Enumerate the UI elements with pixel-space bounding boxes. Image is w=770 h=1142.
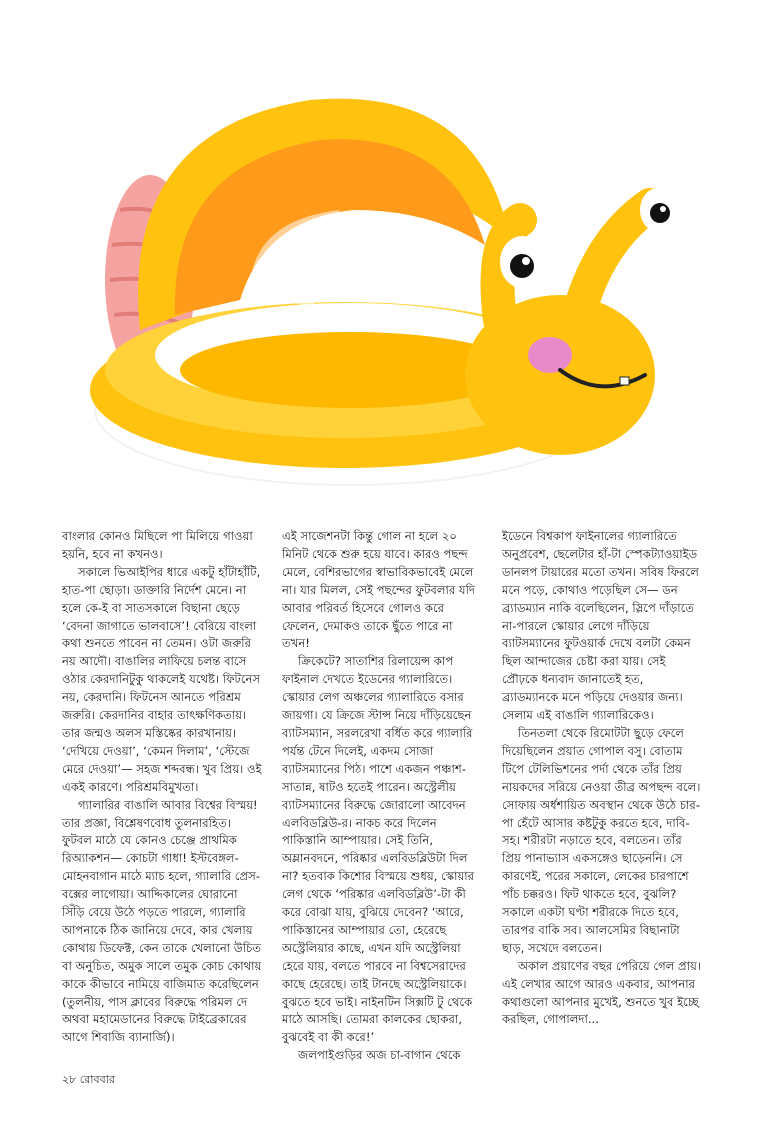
- paragraph: সকালে ভিআইপির ধারে একটু হাঁটাহাঁটি, হাত-পা ছোড়া। ডাক্তারি নির্দেশ মেনে। না হলে কে-ই বা সাতসকালে বিছানা ছেড়ে ‘বেদনা জাগাতে ভালবাসে’! বেরিয়ে বাংলা কথা শুনতে পাবেন না তেমন। ওটা জরুরি নয় আদৌ। বাঙালির লাফিয়ে চলন্ত বাসে ওঠার কেরদানিটুকু থাকলেই যথেষ্ট। ফিটনেস নয়, কেরদানি। ফিটনেস আনতে পরিশ্রম জরুরি। কেরদানির বাহার তাৎক্ষণিকতায়। তার জন্মও অলস মস্তিষ্কের কারখানায়। ‘দেখিয়ে দেওয়া’, ‘কেমন দিলাম’, ‘স্টেজে মেরে দেওয়া’— সহজ শব্দবন্ধ। খুব প্রিয়। ওই একই কারণে। পরিশ্রমবিমুখতা।: [62, 564, 262, 794]
- page-footer: ২৮ রোববার: [62, 1073, 115, 1086]
- paragraph: ক্রিকেটে? সাতাশির রিলায়েন্স কাপ ফাইনাল দেখতে ইডেনের গ্যালারিতে। স্কোয়ার লেগ অঞ্চলের গ্যালারিতে বসার জায়গা। যে ক্রিজে স্টান্স নিয়ে দাঁড়িয়েছেন ব্যাটসম্যান, সরলরেখা বর্ধিত করে গ্যালারি পর্যন্ত টেনে দিলেই, একদম সোজা ব্যাটসম্যানের পিঠ। পাশে একজন পঞ্চাশ-সাতান্ন, ষাটও হতেই পারেন। অস্ট্রেলীয় ব্যাটসম্যানের বিরুদ্ধে জোরালো আবেদন এলবিডব্লিউ-র। নাকচ করে দিলেন পাকিস্তানি আম্পায়ার। সেই তিনি, অম্লানবদনে, পরিষ্কার এলবিডব্লিউটা দিল না? হতবাক কিশোর বিস্ময়ে শুধয়, স্কোয়ার লেগ থেকে ‘পরিষ্কার এলবিডব্লিউ’-টা কী করে বোঝা যায়, বুঝিয়ে দেবেন? ‘আরে, পাকিস্তানের আম্পায়ার তো, হেরেছে অস্ট্রেলিয়ার কাছে, এখন যদি অস্ট্রেলিয়া হেরে যায়, বলতে পারবে না বিশ্বসেরাদের কাছে হেরেছে। তাই টানছে অস্ট্রেলিয়াকে। বুঝতে হবে ভাই। নাইনটিন সিক্সটি টু থেকে মাঠে আসছি। তোমরা কালকের ছোকরা, বুঝবেই বা কী করে!’: [282, 654, 475, 1045]
- paragraph: এই সাজেশনটা কিন্তু গোল না হলে ২০ মিনিট থেকে শুরু হয়ে যাবে। কারও পছন্দ মেলে, বেশিরভাগের স্বাভাবিকভাবেই মেলে না। যার মিলল, সেই পছন্দের ফুটবলার যদি আবার পরিবর্ত হিসেবে গোলও করে ফেলেন, দেমাকও তাকে ছুঁতে পারে না তখন!: [282, 529, 476, 651]
- paragraph: গ্যালারির বাঙালি আবার বিশ্বের বিস্ময়! তার প্রজ্ঞা, বিশ্লেষণবোধ তুলনারহিত। ফুটবল মাঠে যে কোনও চেঞ্জে প্রাথমিক রিঅ্যাকশন— কোচটা গাধা! ইস্টবেঙ্গল-মোহনবাগান মাঠে ম্যাচ হলে, গ্যালারি প্রেস-বক্সের লাগোয়া। আদ্দিকালের ঘোরানো সিঁড়ি বেয়ে উঠে পড়তে পারলে, গ্যালারি আপনাকে ঠিক জানিয়ে দেবে, কার খেলায় কোথায় ডিফেক্ট, কেন তাকে খেলানো উচিত বা অনুচিত, অমুক সালে তমুক কোচ কোথায় কাকে কীভাবে নামিয়ে বাজিমাত করেছিলেন (তুলনীয়, পাস ক্লাবের বিরুদ্ধে পরিমল দে অথবা মহামেডানের বিরুদ্ধে টাইব্রেকারের আগে শিবাজি ব্যানার্জি)।: [62, 797, 262, 1045]
- article-column-3: [502, 528, 702, 1029]
- paragraph: ইডেনে বিশ্বকাপ ফাইনালের গ্যালারিতে অনুপ্রবেশ, ছেলেটার হাঁ-টা স্পেকট্যাওয়াইড ডানলপ টায়ারের মতো তখন। সবিষ ফিরলে মনে পড়ে, কোথাও পড়েছিল সে— ডন ব্র্যাডম্যান নাকি বলেছিলেন, স্লিপে দাঁড়াতে না-পারলে স্কোয়ার লেগে দাঁড়িয়ে ব্যাটসম্যানের ফুটওয়ার্ক দেখে বলটা কেমন ছিল আন্দাজের চেষ্টা করা যায়। সেই প্রৌঢ়কে ধন্যবাদ জানাতেই হত, ব্র্যাডম্যানকে মনে পড়িয়ে দেওয়ার জন্য। সেলাম এই বাঙালি গ্যালারিকেও।: [502, 529, 699, 723]
- paragraph: তিনতলা থেকে রিমোটটা ছুড়ে ফেলে দিয়েছিলেন প্রয়াত গোপাল বসু। বোতাম টিপে টেলিভিশনের পর্দা থেকে তাঁর প্রিয় নায়কদের সরিয়ে নেওয়া তীব্র অপছন্দ বলে। সোফায় অর্ধশায়িত অবস্থান থেকে উঠে চার-পা হেঁটে আসার কষ্টটুকু করতে হবে, দাবি-সহ। শরীরটা নড়াতে হবে, বলতেন। তাঁর প্রিয় পানাভ্যাস একসঙ্গেও ছাড়েননি। সে কারণেই, পরের সকালে, লেকের চারপাশে পাঁচ চক্করও। ফিট থাকতে হবে, বুঝলি? সকালে একটা ঘণ্টা শরীরকে দিতে হবে, তারপর বাকি সব। আলসেমির বিছানাটা ছাড়, সখেদে বলতেন।: [502, 725, 701, 955]
- paragraph: অকাল প্রয়াণের বছর পেরিয়ে গেল প্রায়। এই লেখার আগে আরও একবার, আপনার কথাগুলো আপনার মুখেই, শুনতে খুব ইচ্ছে করছিল, গোপালদা...: [502, 958, 702, 1027]
- article-column-1: [62, 528, 262, 1047]
- paragraph: জলপাইগুড়ির অজ চা-বাগান থেকে: [298, 1048, 461, 1063]
- cheek-icon: [528, 337, 572, 373]
- article-body: [62, 528, 702, 1063]
- article-column-2: [282, 528, 482, 1065]
- snail-pool-illustration: [80, 70, 690, 500]
- paragraph: বাংলার কোনও মিছিলে পা মিলিয়ে গাওয়া হয়নি, হবে না কখনও।: [62, 529, 253, 561]
- eye-right-icon: [640, 188, 676, 232]
- eye-left-icon: [500, 236, 544, 288]
